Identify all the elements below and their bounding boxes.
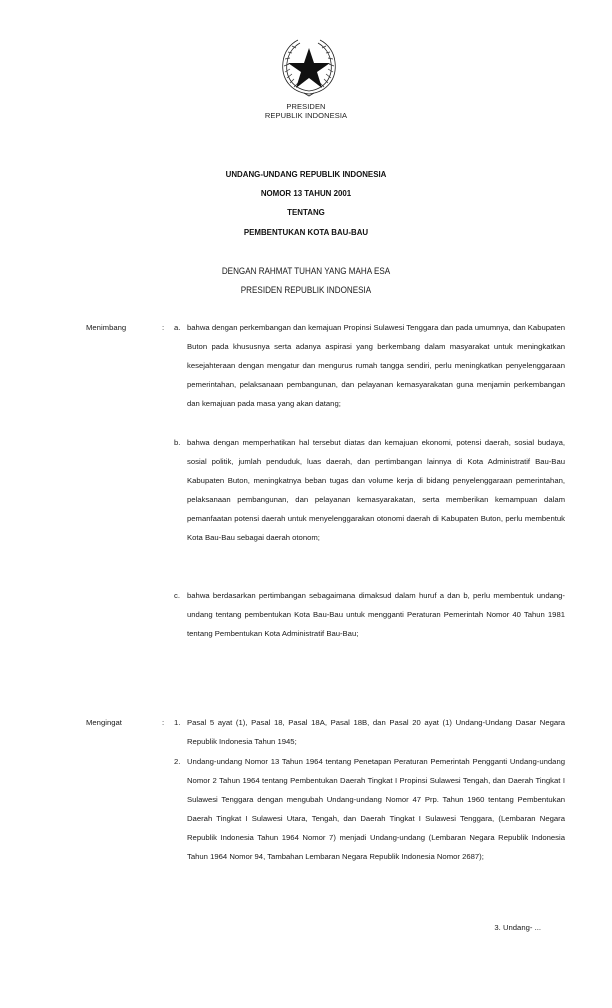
item-marker: c.: [174, 591, 180, 600]
preamble-line-2: PRESIDEN REPUBLIK INDONESIA: [240, 285, 372, 295]
item-marker: b.: [174, 438, 181, 447]
document-number: NOMOR 13 TAHUN 2001: [260, 188, 352, 198]
item-text: bahwa dengan memperhatikan hal tersebut diatas dan kemajuan ekonomi, potensi daerah, sosial budaya, sosial politik, jumlah penduduk, luas daerah, dan pertimbangan lainnya di Kota Administratif Bau-Bau Kabupaten Buton, meningkatnya beban tugas dan volume kerja di bidang penyelenggaraan pemerintahan, pelaksanaan pembangunan, dan pelayanan kemasyarakatan, serta memberikan kemampuan dalam pemanfaatan potensi daerah untuk menyelenggarakan otonomi daerah di Kabupaten Buton, perlu membentuk Kota Bau-Bau sebagai daerah otonom;: [187, 438, 565, 543]
item-text: Pasal 5 ayat (1), Pasal 18, Pasal 18A, Pasal 18B, dan Pasal 20 ayat (1) Undang-Undang Dasar Negara Republik Indonesia Tahun 1945;: [187, 718, 565, 747]
emblem-label-presiden: PRESIDEN: [286, 102, 326, 111]
item-marker: 2.: [174, 757, 181, 766]
item-text: bahwa dengan perkembangan dan kemajuan Propinsi Sulawesi Tenggara dan pada umumnya, dan Kabupaten Buton pada khususnya serta adanya aspirasi yang berkembang dalam masyarakat untuk meningkatkan kesejahteraan dengan mengatur dan mengurus rumah tangga sendiri, perlu meningkatkan penyelenggaraan pemerintahan, pelaksanaan pembangunan, dan pelayanan kemasyarakatan guna menjamin perkembangan dan kemajuan pada masa yang akan datang;: [187, 323, 565, 409]
garuda-star-emblem-icon: [278, 36, 340, 100]
section-colon: :: [162, 323, 165, 332]
item-text: Undang-undang Nomor 13 Tahun 1964 tentang Penetapan Peraturan Pemerintah Pengganti Undang-undang Nomor 2 Tahun 1964 tentang Pembentukan Daerah Tingkat I Propinsi Sulawesi Tengah, dan Daerah Tingkat I Sulawesi Tenggara dengan mengubah Undang-undang Nomor 47 Prp. Tahun 1960 tentang Pembentukan Daerah Tingkat I Sulawesi Utara, Tengah, dan Daerah Tingkat I Sulawesi Tenggara, (Lembaran Negara Republik Indonesia Tahun 1964 Nomor 7) menjadi Undang-undang (Lembaran Negara Republik Indonesia Tahun 1964 Nomor 94, Tambahan Lembaran Negara Republik Indonesia Nomor 2687);: [187, 757, 565, 862]
item-marker: 1.: [174, 718, 181, 727]
item-text: bahwa berdasarkan pertimbangan sebagaimana dimaksud dalam huruf a dan b, perlu membentuk undang-undang tentang pembentukan Kota Bau-Bau untuk mengganti Peraturan Pemerintah Nomor 40 Tahun 1981 tentang Pembentukan Kota Administratif Bau-Bau;: [187, 591, 565, 639]
item-marker: a.: [174, 323, 181, 332]
emblem-label-republik: REPUBLIK INDONESIA: [264, 111, 348, 120]
document-title: UNDANG-UNDANG REPUBLIK INDONESIA: [225, 169, 387, 179]
section-label: Menimbang: [86, 323, 127, 332]
document-subject: PEMBENTUKAN KOTA BAU-BAU: [243, 227, 369, 237]
continuation-note: 3. Undang- ...: [494, 923, 541, 932]
preamble-line-1: DENGAN RAHMAT TUHAN YANG MAHA ESA: [221, 266, 391, 276]
section-label: Mengingat: [86, 718, 122, 727]
document-about: TENTANG: [287, 207, 325, 217]
section-colon: :: [162, 718, 165, 727]
